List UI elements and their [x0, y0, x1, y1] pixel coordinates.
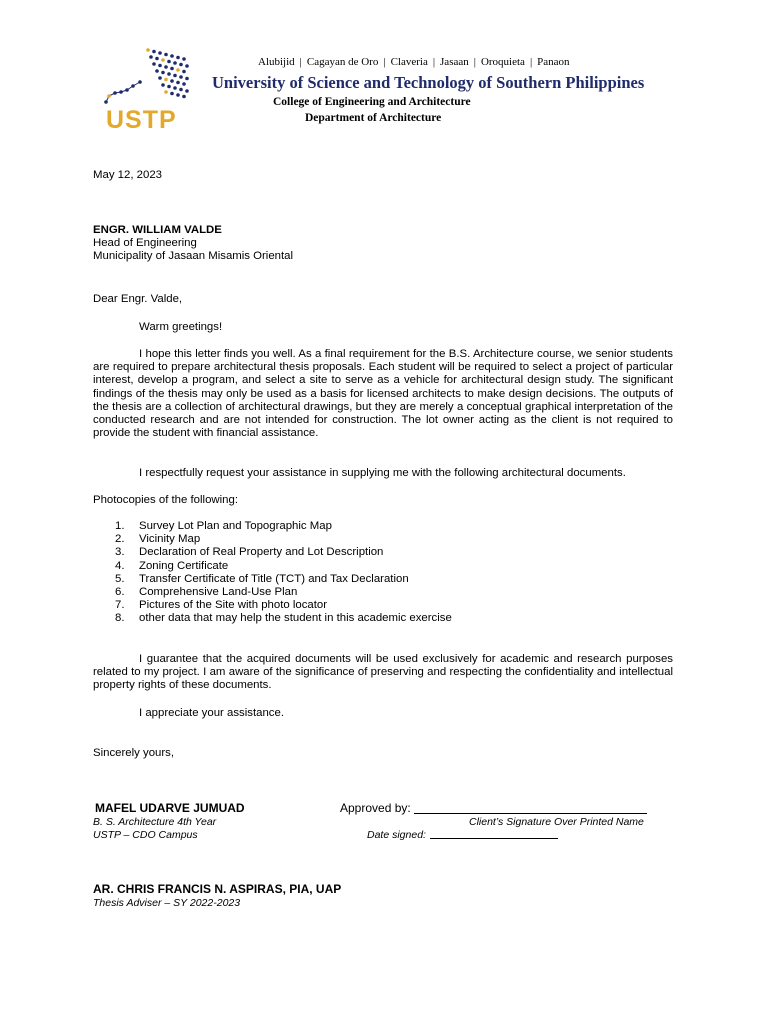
logo-dot: [173, 74, 177, 78]
logo-dot: [170, 54, 174, 58]
logo-dot: [182, 57, 186, 61]
logo-dot: [119, 90, 123, 94]
campus-name: Panaon: [537, 56, 570, 68]
list-number: 4.: [115, 559, 125, 572]
date-signed-label: Date signed:: [367, 829, 426, 841]
list-item: [115, 599, 452, 612]
logo-dot: [164, 90, 168, 94]
list-item: [115, 546, 452, 559]
logo-dot: [167, 72, 171, 76]
logo-dot: [170, 67, 174, 71]
logo-dot: [170, 79, 174, 83]
list-item-text: Declaration of Real Property and Lot Description: [139, 546, 384, 559]
list-item: [115, 520, 452, 533]
logo-dot: [161, 83, 165, 87]
logo-dot: [158, 51, 162, 55]
body-paragraph-3: I guarantee that the acquired documents will be used exclusively for academic and research purposes related to my project. I am aware of the significance of preserving and respecting the confidentiality and intellectual property rights of these documents.: [93, 653, 673, 692]
list-number: 3.: [115, 546, 125, 559]
campus-name: Alubijid: [258, 56, 295, 68]
photocopies-label: Photocopies of the following:: [93, 494, 239, 506]
logo-dot: [107, 94, 111, 98]
list-number: 5.: [115, 572, 125, 585]
date-signed-line: [430, 838, 558, 839]
list-item-text: Vicinity Map: [139, 533, 201, 546]
list-item-text: other data that may help the student in this academic exercise: [139, 612, 452, 625]
logo-dot: [158, 64, 162, 68]
logo-dot: [173, 86, 177, 90]
list-item: [115, 533, 452, 546]
list-number: 2.: [115, 533, 125, 546]
campus-name: Oroquieta: [480, 56, 525, 68]
logo-dot: [179, 88, 183, 92]
logo-dot: [161, 58, 165, 62]
logo-dot: [173, 61, 177, 65]
campus-list: Alubijid | Cagayan de Oro | Claveria | Jasaan | Oroquieta | Panaon: [258, 56, 570, 68]
logo-dot: [176, 93, 180, 97]
letter-date: May 12, 2023: [93, 169, 163, 181]
logo-dot: [176, 68, 180, 72]
logo-dot: [152, 50, 156, 54]
logo-dot: [170, 92, 174, 96]
recipient-organization: Municipality of Jasaan Misamis Oriental: [93, 250, 294, 262]
logo-dot: [104, 100, 108, 104]
signature-line: [414, 813, 647, 814]
logo-dot: [179, 75, 183, 79]
logo-dot: [179, 63, 183, 67]
logo-wordmark: USTP: [106, 106, 177, 134]
list-item: [115, 560, 452, 573]
logo-dot: [176, 81, 180, 85]
list-item: [115, 586, 452, 599]
student-course: B. S. Architecture 4th Year: [93, 816, 217, 828]
campus-name: Cagayan de Oro: [306, 56, 379, 68]
closing: Sincerely yours,: [93, 747, 175, 759]
student-name: MAFEL UDARVE JUMUAD: [95, 801, 245, 815]
logo-dot: [155, 57, 159, 61]
greeting: Warm greetings!: [139, 321, 223, 333]
list-item-text: Pictures of the Site with photo locator: [139, 599, 328, 612]
list-item: [115, 573, 452, 586]
list-number: 7.: [115, 599, 125, 612]
logo-dot: [164, 78, 168, 82]
logo-dot: [138, 80, 142, 84]
logo-dot: [155, 69, 159, 73]
logo-dot: [176, 56, 180, 60]
salutation: Dear Engr. Valde,: [93, 293, 183, 305]
logo-dot: [158, 76, 162, 80]
list-number: 8.: [115, 612, 125, 625]
body-paragraph-2: I respectfully request your assistance in supplying me with the following architectural documents.: [139, 467, 626, 479]
student-campus: USTP – CDO Campus: [93, 829, 198, 841]
documents-list: [115, 520, 452, 626]
client-signature-caption: Client’s Signature Over Printed Name: [469, 816, 644, 828]
campus-name: Claveria: [390, 56, 428, 68]
college-name: College of Engineering and Architecture: [273, 96, 471, 108]
list-number: 6.: [115, 586, 125, 599]
recipient-title: Head of Engineering: [93, 237, 197, 249]
logo-dot: [182, 82, 186, 86]
logo-dot: [152, 62, 156, 66]
logo-dot: [185, 77, 189, 81]
logo-dot: [185, 89, 189, 93]
list-item-text: Comprehensive Land-Use Plan: [139, 586, 298, 599]
university-name: University of Science and Technology of Southern Philippines: [212, 73, 645, 92]
body-paragraph-4: I appreciate your assistance.: [139, 707, 284, 719]
logo-dot: [131, 84, 135, 88]
logo-dot: [125, 88, 129, 92]
logo-dot: [167, 60, 171, 64]
department-name: Department of Architecture: [305, 112, 442, 124]
list-item-text: Survey Lot Plan and Topographic Map: [139, 520, 332, 532]
logo-dot: [164, 53, 168, 57]
adviser-role: Thesis Adviser – SY 2022-2023: [93, 897, 241, 909]
list-item-text: Transfer Certificate of Title (TCT) and Tax Declaration: [139, 572, 409, 585]
logo-dot: [164, 65, 168, 69]
list-number: 1.: [115, 520, 125, 532]
logo-dot: [185, 64, 189, 68]
logo-dot: [161, 71, 165, 75]
logo-dot: [182, 70, 186, 74]
approved-by-label: Approved by:: [340, 801, 411, 815]
logo-dot: [113, 91, 117, 95]
body-paragraph-1: I hope this letter finds you well. As a final requirement for the B.S. Architecture course, we senior students are required to prepare architectural thesis proposals. Each student will be required to select a project of particular interest, develop a program, and select a site to serve as a vehicle for architectural design study. The significant findings of the thesis may only be used as a basis for licensed architects to make design decisions. The outputs of the thesis are a collection of architectural drawings, but they are merely a conceptual graphical interpretation of the conducted research and are not intended for construction. The lot owner acting as the client is not required to provide the student with financial assistance.: [93, 348, 673, 440]
logo-dot: [167, 85, 171, 89]
adviser-name: AR. CHRIS FRANCIS N. ASPIRAS, PIA, UAP: [93, 882, 342, 896]
logo-dot: [146, 48, 150, 52]
campus-name: Jasaan: [440, 56, 469, 68]
list-item: [115, 612, 452, 625]
logo-dot: [149, 55, 153, 59]
logo-dot: [182, 95, 186, 99]
recipient-name: ENGR. WILLIAM VALDE: [93, 224, 222, 236]
list-item-text: Zoning Certificate: [139, 559, 229, 572]
